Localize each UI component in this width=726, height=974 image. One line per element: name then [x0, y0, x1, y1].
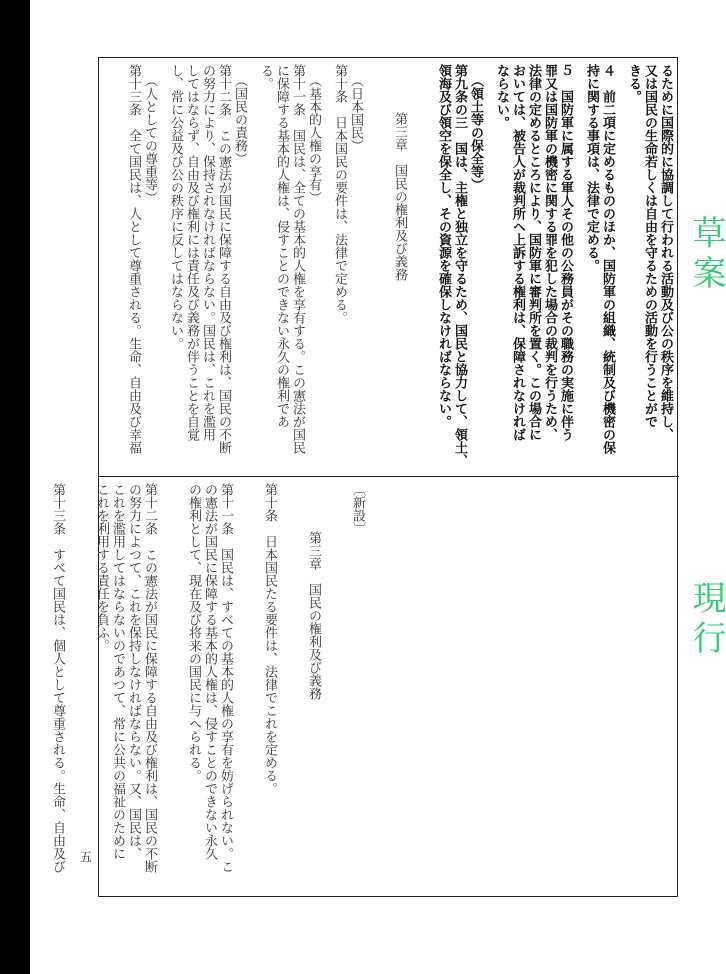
current-line: これを利用する責任を負ふ。: [94, 483, 109, 652]
draft-caption: （日本国民）: [348, 74, 363, 152]
draft-line: してはならず、自由及び権利には責任及び義務が伴うことを自覚: [184, 64, 199, 441]
document-page: [30, 0, 726, 974]
draft-line: 罪又は国防軍の機密に関する罪を犯した場合の裁判を行うため、: [542, 64, 557, 441]
draft-line: ４ 前二項に定めるもののほか、国防軍の組織、統制及び機密の保: [600, 64, 615, 454]
draft-line: 法律の定めるところにより、国防軍に審判所を置く。この場合に: [526, 64, 541, 441]
draft-caption: （人としての尊重等）: [142, 74, 157, 204]
left-black-bar: [0, 0, 30, 974]
draft-label: 草案: [686, 215, 726, 295]
draft-line: ５ 国防軍に属する軍人その他の公務員がその職務の実施に伴う: [558, 64, 573, 441]
draft-chapter-title: 第三章 国民の権利及び義務: [392, 112, 407, 281]
draft-caption: （基本的人権の享有）: [306, 74, 321, 204]
current-line: 第十一条 国民は、すべての基本的人権の享有を妨げられない。こ: [218, 483, 233, 873]
comparison-table: [50, 57, 678, 897]
draft-line: 持に関する事項は、法律で定める。: [584, 64, 599, 272]
draft-line: に保障する基本的人権は、侵すことのできない永久の権利であ: [274, 64, 289, 428]
draft-text: [125, 58, 679, 482]
draft-line: おいては、被告人が裁判所へ上訴する権利は、保障されなければ: [510, 64, 525, 441]
draft-pane: [99, 58, 679, 476]
draft-line: の努力により、保持されなければならない。国民は、これを濫用: [200, 64, 215, 441]
current-line: の努力によつて、これを保持しなければならない。又、国民は、: [126, 483, 141, 860]
current-line: 第十二条 この憲法が国民に保障する自由及び権利は、国民の不断: [142, 483, 157, 873]
current-line: の憲法が国民に保障する基本的人権は、侵すことのできない永久: [202, 483, 217, 860]
current-line: 第十条 日本国民たる要件は、法律でこれを定める。: [262, 483, 277, 795]
current-pane: [50, 477, 679, 898]
draft-line: るために国際的に協調して行われる活動及び公の秩序を維持し、: [658, 64, 673, 441]
draft-line: 第十一条 国民は、全ての基本的人権を享有する。この憲法が国民: [290, 64, 305, 454]
page-number: 五: [80, 850, 93, 864]
current-chapter-title: 第三章 国民の権利及び義務: [306, 531, 321, 700]
draft-caption: （国民の責務）: [232, 74, 247, 165]
current-text: [49, 477, 679, 904]
draft-caption: （領土等の保全等）: [468, 74, 483, 191]
draft-line: 第十二条 この憲法が国民に保障する自由及び権利は、国民の不断: [216, 64, 231, 454]
current-line: 第十三条 すべて国民は、個人として尊重される。生命、自由及び: [50, 483, 65, 873]
draft-line: る。: [258, 64, 273, 90]
draft-line: ならない。: [494, 64, 509, 129]
draft-line: 第九条の三 国は、主権と独立を守るため、国民と協力して、領土、: [452, 64, 467, 467]
current-line: これを濫用してはならないのであつて、常に公共の福祉のために: [110, 483, 125, 860]
draft-line: 又は国民の生命若しくは自由を守るための活動を行うことがで: [642, 64, 657, 428]
draft-line: し、常に公益及び公の秩序に反してはならない。: [168, 64, 183, 350]
draft-line: きる。: [626, 64, 641, 103]
current-new-note: 〔新設〕: [350, 483, 365, 535]
current-line: の権利として、現在及び将来の国民に与へられる。: [186, 483, 201, 782]
draft-line: 第十条 日本国民の要件は、法律で定める。: [332, 64, 347, 324]
current-label: 現行: [686, 580, 726, 660]
draft-line: 第十三条 全て国民は、人として尊重される。生命、自由及び幸福: [126, 64, 141, 454]
draft-line: 領海及び領空を保全し、その資源を確保しなければならない。: [436, 64, 451, 428]
